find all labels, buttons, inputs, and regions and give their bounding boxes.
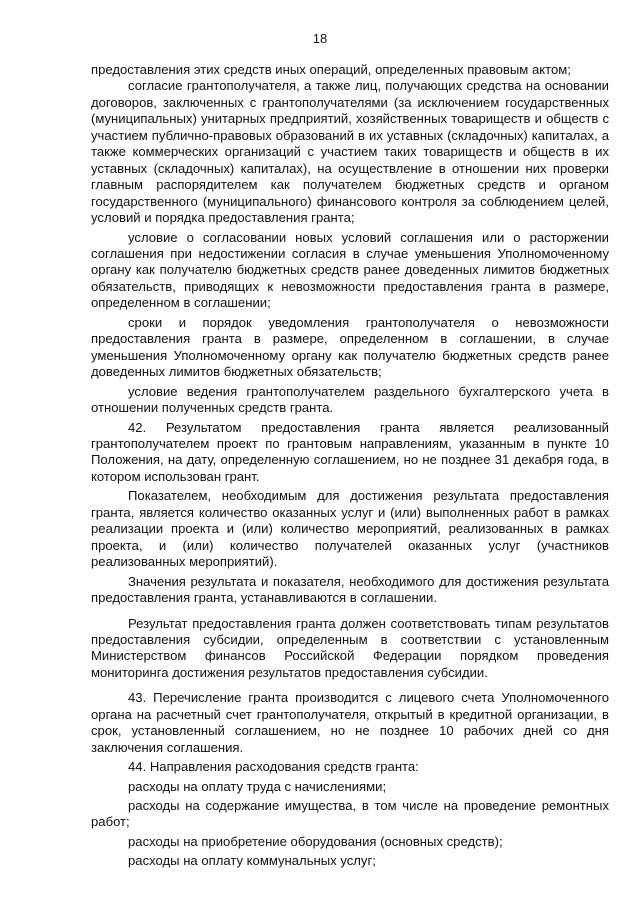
paragraph-14: расходы на приобретение оборудования (основных средств);	[128, 833, 503, 849]
document-body	[91, 62, 609, 870]
paragraph-15: расходы на оплату коммунальных услуг;	[128, 853, 376, 869]
paragraph-2: согласие грантополучателя, а также лиц, получающих средства на основании договоров, заключенных с грантополучателями (за исключением государственных (муниципальных) унитарных предприятий, хозяйственных товариществ и обществ с участием публично-правовых образований в их уставных (складочных) капиталах, а также коммерческих организаций с участием таких товариществ и обществ в их уставных (складочных) капиталах), на осуществление в отношении них проверки главным распорядителем как получателем бюджетных средств и органом государственного (муниципального) финансового контроля за соблюдением целей, условий и порядка предоставления гранта;	[91, 78, 609, 226]
paragraph-5: условие ведения грантополучателем раздельного бухгалтерского учета в отношении полученных средств гранта.	[91, 383, 609, 416]
paragraph-8: Значения результата и показателя, необходимого для достижения результата предоставления гранта, устанавливаются в соглашении.	[91, 573, 609, 606]
paragraph-1: предоставления этих средств иных операций, определенных правовым актом;	[91, 62, 571, 77]
paragraph-13: расходы на содержание имущества, в том числе на проведение ремонтных работ;	[91, 798, 609, 830]
paragraph-12: расходы на оплату труда с начислениями;	[128, 778, 387, 794]
paragraph-3: условие о согласовании новых условий соглашения или о расторжении соглашения при недостижении согласия в случае уменьшения Уполномоченному органу как получателю бюджетных средств ранее доведенных лимитов бюджетных обязательств, приводящих к невозможности предоставления гранта в размере, определенном в соглашении;	[91, 229, 609, 311]
page-number: 18	[312, 31, 328, 46]
paragraph-6: 42. Результатом предоставления гранта является реализованный грантополучателем проект по грантовым направлениям, указанным в пункте 10 Положения, на дату, определенную соглашением, но не позднее 31 декабря года, в котором использован грант.	[91, 419, 609, 484]
paragraph-7: Показателем, необходимым для достижения результата предоставления гранта, является количество оказанных услуг и (или) выполненных работ в рамках реализации проекта и (или) количество мероприятий, реализованных в рамках проекта, и (или) количество получателей оказанных услуг (участников реализованных мероприятий).	[91, 488, 609, 570]
paragraph-10: 43. Перечисление гранта производится с лицевого счета Уполномоченного органа на расчетный счет грантополучателя, открытый в кредитной организации, в срок, установленный соглашением, но не позднее 10 рабочих дней со дня заключения соглашения.	[91, 690, 609, 755]
paragraph-4: сроки и порядок уведомления грантополучателя о невозможности предоставления гранта в размере, определенном в соглашении, в случае уменьшения Уполномоченному органу как получателю бюджетных средств ранее доведенных лимитов бюджетных обязательств;	[91, 314, 609, 380]
paragraph-11: 44. Направления расходования средств гранта:	[128, 759, 419, 775]
paragraph-9: Результат предоставления гранта должен соответствовать типам результатов предоставления субсидии, определенным в соответствии с установленным Министерством финансов Российской Федерации порядком проведения мониторинга достижения результатов предоставления субсидии.	[91, 615, 609, 680]
